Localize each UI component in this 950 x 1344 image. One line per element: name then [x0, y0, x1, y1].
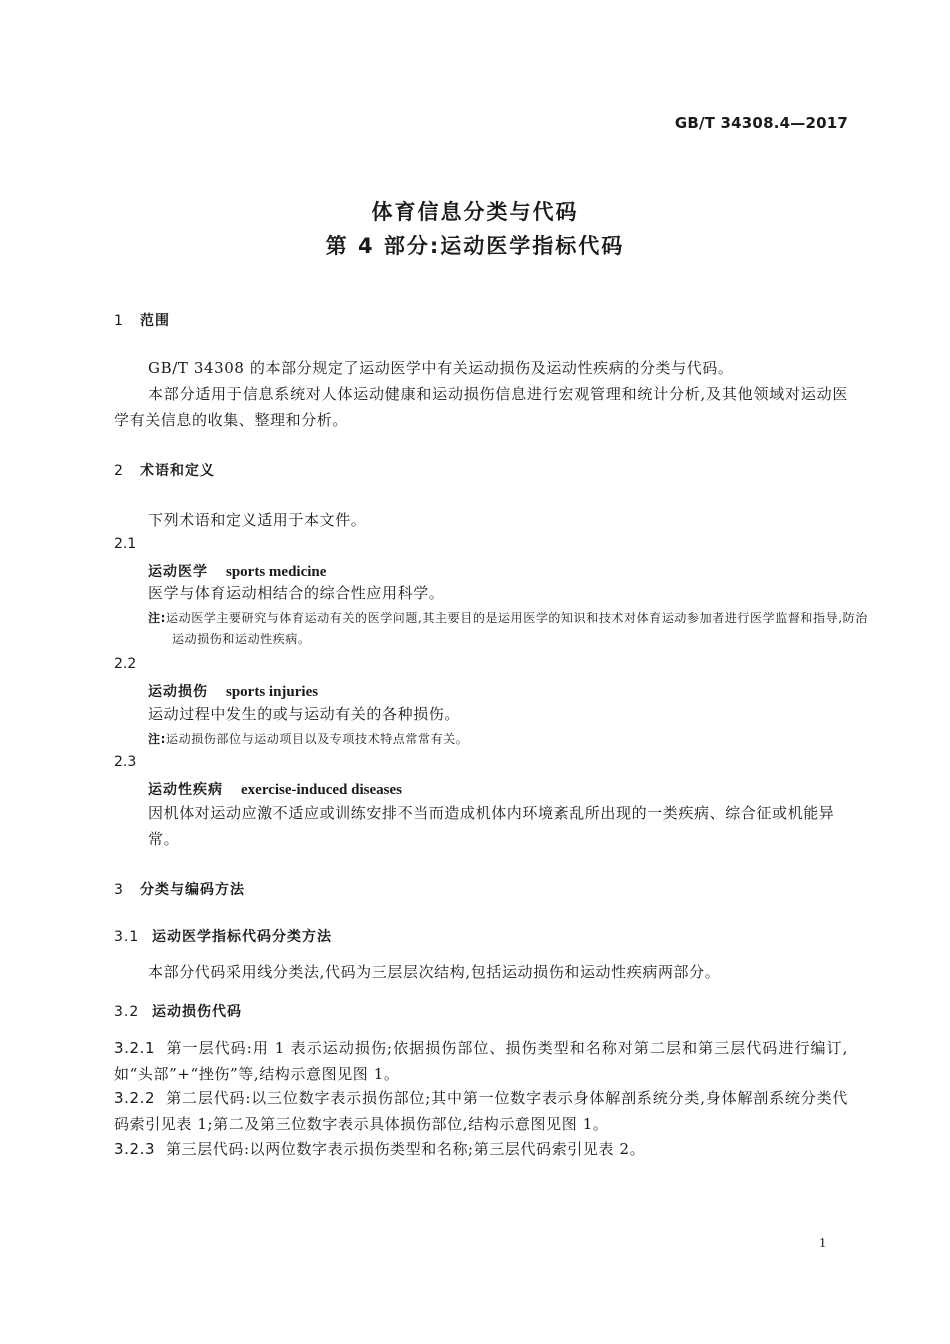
section-number: 2 [114, 463, 124, 479]
subsection-3-2-heading [114, 1001, 242, 1021]
document-subtitle: 第 4 部分:运动医学指标代码 [325, 234, 625, 258]
note-text: 运动损伤部位与运动项目以及专项技术特点常常有关。 [166, 732, 469, 746]
clause-3-2-2 [114, 1085, 848, 1137]
term-number: 2.2 [114, 656, 137, 672]
clause-number: 3.2.3 [114, 1140, 156, 1158]
term-entry [148, 779, 402, 799]
section-number: 1 [114, 313, 124, 329]
subsection-title: 运动损伤代码 [152, 1004, 242, 1020]
term-en: sports medicine [226, 564, 327, 580]
term-entry [148, 561, 326, 581]
term-note [148, 608, 872, 650]
page-number: 1 [819, 1236, 826, 1251]
term-definition: 医学与体育运动相结合的综合性应用科学。 [148, 584, 445, 602]
section-title: 术语和定义 [140, 463, 215, 479]
clause-3-2-1 [114, 1035, 848, 1087]
term-number: 2.1 [114, 536, 137, 552]
term-zh: 运动损伤 [148, 684, 208, 700]
clause-3-2-3 [114, 1136, 848, 1162]
document-title: 体育信息分类与代码 [371, 200, 579, 224]
term-entry [148, 681, 318, 701]
note-text: 运动医学主要研究与体育运动有关的医学问题,其主要目的是运用医学的知识和技术对体育运动参加者进行医学监督和指导,防治运动损伤和运动性疾病。 [166, 611, 868, 646]
scope-paragraph-2: 本部分适用于信息系统对人体运动健康和运动损伤信息进行宏观管理和统计分析,及其他领域对运动医学有关信息的收集、整理和分析。 [114, 385, 848, 429]
term-definition: 运动过程中发生的或与运动有关的各种损伤。 [148, 705, 461, 723]
term-zh: 运动医学 [148, 564, 208, 580]
subsection-3-1-heading [114, 926, 332, 946]
clause-text: 第一层代码:用 1 表示运动损伤;依据损伤部位、损伤类型和名称对第二层和第三层代码进行编订,如“头部”+“挫伤”等,结构示意图见图 1。 [114, 1039, 848, 1083]
note-label: 注: [148, 732, 166, 746]
section-title: 分类与编码方法 [140, 882, 245, 898]
clause-number: 3.2.2 [114, 1089, 156, 1107]
term-en: sports injuries [226, 684, 319, 700]
term-definition: 因机体对运动应激不适应或训练安排不当而造成机体内环境紊乱所出现的一类疾病、综合征或机能异常。 [148, 804, 835, 848]
note-label: 注: [148, 611, 166, 625]
term-number: 2.3 [114, 754, 137, 770]
clause-text: 第三层代码:以两位数字表示损伤类型和名称;第三层代码索引见表 2。 [166, 1140, 646, 1158]
classification-paragraph: 本部分代码采用线分类法,代码为三层层次结构,包括运动损伤和运动性疾病两部分。 [148, 963, 721, 981]
subsection-number: 3.2 [114, 1004, 140, 1020]
terms-intro: 下列术语和定义适用于本文件。 [148, 511, 367, 529]
standard-number: GB/T 34308.4—2017 [674, 114, 848, 132]
section-title: 范围 [140, 313, 170, 329]
term-note [148, 729, 872, 750]
subsection-number: 3.1 [114, 929, 140, 945]
term-en: exercise-induced diseases [241, 782, 402, 798]
section-1-heading [114, 310, 170, 330]
section-3-heading [114, 879, 245, 899]
clause-text: 第二层代码:以三位数字表示损伤部位;其中第一位数字表示身体解剖系统分类,身体解剖系统分类代码索引见表 1;第二及第三位数字表示具体损伤部位,结构示意图见图 1。 [114, 1089, 848, 1133]
section-number: 3 [114, 882, 124, 898]
clause-number: 3.2.1 [114, 1039, 156, 1057]
subsection-title: 运动医学指标代码分类方法 [152, 929, 332, 945]
scope-paragraph-1: GB/T 34308 的本部分规定了运动医学中有关运动损伤及运动性疾病的分类与代码。 [148, 359, 734, 377]
section-2-heading [114, 460, 215, 480]
term-zh: 运动性疾病 [148, 782, 223, 798]
